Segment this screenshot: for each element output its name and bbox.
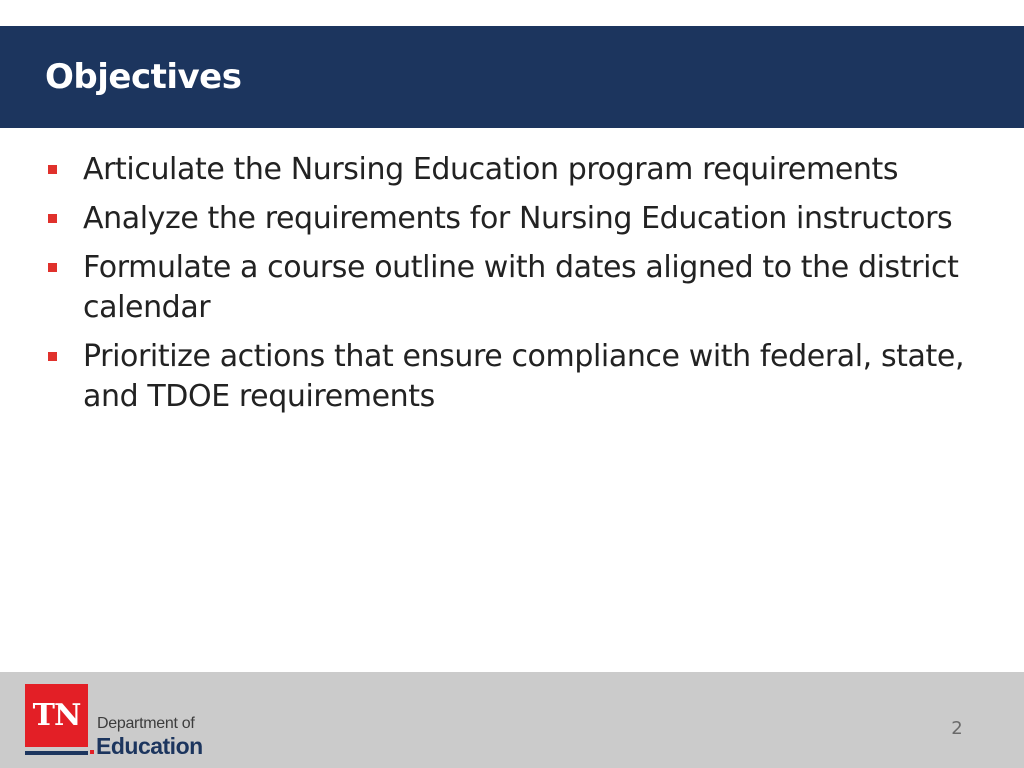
footer-bar — [0, 672, 1024, 768]
logo-underline — [25, 751, 88, 755]
square-bullet-icon — [48, 165, 57, 174]
list-item — [45, 248, 965, 328]
objectives-list — [45, 150, 965, 426]
list-item — [45, 337, 965, 417]
tn-department-of-education-logo — [25, 684, 215, 760]
list-item-text: Articulate the Nursing Education program requirements — [83, 152, 899, 187]
square-bullet-icon — [48, 263, 57, 272]
logo-department-text: Department of — [97, 715, 195, 732]
square-bullet-icon — [48, 352, 57, 361]
square-bullet-icon — [48, 214, 57, 223]
logo-education-text: Education — [96, 733, 203, 759]
list-item-text: Analyze the requirements for Nursing Education instructors — [83, 201, 953, 236]
list-item-text: Prioritize actions that ensure compliance with federal, state, and TDOE requirements — [83, 339, 965, 414]
logo-dot — [90, 750, 94, 754]
list-item-text: Formulate a course outline with dates aligned to the district calendar — [83, 250, 959, 325]
slide-number: 2 — [951, 718, 963, 739]
list-item — [45, 150, 965, 190]
tn-logo-mark: TN — [25, 684, 88, 747]
list-item — [45, 199, 965, 239]
slide-title: Objectives — [45, 57, 242, 97]
